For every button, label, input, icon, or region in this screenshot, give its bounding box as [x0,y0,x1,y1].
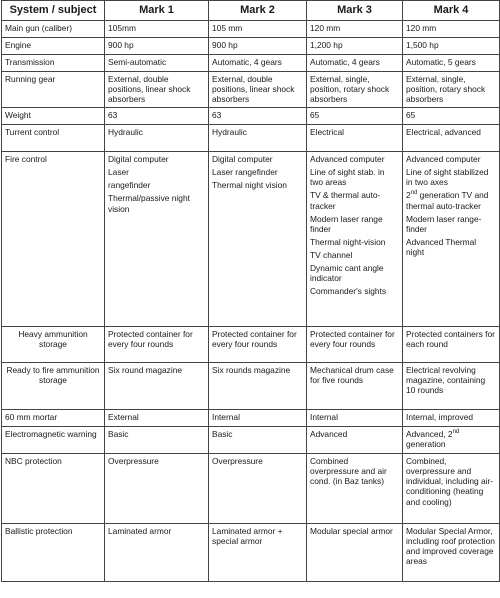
cell-line: Laminated armor + special armor [212,526,283,547]
mark-2-cell [209,327,307,363]
table-body [2,21,500,582]
mark-2-cell [209,55,307,72]
cell-line: Basic [212,429,233,440]
table-row [2,363,500,410]
mark-2-cell [209,524,307,582]
mark-3-cell [307,21,403,38]
cell-line: Electrical revolving magazine, containing 10 rounds [406,365,486,396]
mark-1-cell [105,410,209,427]
header-mark-2: Mark 2 [209,1,307,21]
cell-line: Laser [108,167,129,178]
cell-line: Protected containers for each round [406,329,495,350]
cell-line: Overpressure [212,456,263,467]
row-subject: Heavy ammunition storage [2,327,105,363]
cell-line: Thermal night-vision [310,236,386,247]
cell-line: 105 mm [212,23,243,34]
table-row [2,72,500,108]
cell-line: Protected container for every four rounds [212,329,297,350]
header-mark-3: Mark 3 [307,1,403,21]
cell-line: 63 [212,110,222,121]
cell-line: External, double positions, linear shock absorbers [212,74,295,105]
cell-line: Electrical [310,127,344,138]
cell-line: 120 mm [310,23,341,34]
cell-line: Line of sight stabilized in two axes [406,167,489,188]
mark-4-cell [403,125,500,152]
cell-line: rangefinder [108,180,151,191]
cell-line: Six round magazine [108,365,183,376]
mark-3-cell [307,410,403,427]
cell-line: Automatic, 5 gears [406,57,476,68]
table-row [2,55,500,72]
cell-line: Combined overpressure and air cond. (in Baz tanks) [310,456,387,487]
mark-4-cell [403,524,500,582]
cell-line: Advanced computer [310,154,385,165]
mark-4-cell [403,363,500,410]
cell-line: External, single, position, rotary shock absorbers [406,74,486,105]
mark-1-cell [105,108,209,125]
cell-line: Digital computer [212,154,273,165]
cell-line: Commander's sights [310,286,387,297]
cell-line: TV & thermal auto-tracker [310,190,381,211]
cell-line: 900 hp [212,40,238,51]
mark-4-cell [403,152,500,327]
mark-1-cell [105,427,209,454]
header-subject: System / subject [2,1,105,21]
row-subject: Electromagnetic warning [2,427,105,454]
cell-line: Advanced, 2nd generation [406,429,460,450]
cell-line: 1,200 hp [310,40,343,51]
mark-3-cell [307,524,403,582]
mark-1-cell [105,327,209,363]
mark-3-cell [307,72,403,108]
table-row [2,152,500,327]
cell-line: Thermal/passive night vision [108,193,190,214]
table-row [2,21,500,38]
cell-line: Advanced computer [406,154,481,165]
mark-4-cell [403,55,500,72]
row-subject: 60 mm mortar [2,410,105,427]
mark-3-cell [307,55,403,72]
table-row [2,524,500,582]
mark-4-cell [403,427,500,454]
cell-line: Modern laser range-finder [406,213,482,234]
cell-line: TV channel [310,249,353,260]
cell-line: Protected container for every four rounds [108,329,193,350]
mark-1-cell [105,152,209,327]
cell-line: 900 hp [108,40,134,51]
mark-1-cell [105,55,209,72]
mark-2-cell [209,21,307,38]
mark-3-cell [307,38,403,55]
mark-4-cell [403,21,500,38]
mark-3-cell [307,454,403,524]
mark-2-cell [209,454,307,524]
header-mark-4: Mark 4 [403,1,500,21]
cell-line: External [108,412,139,423]
mark-4-cell [403,38,500,55]
mark-4-cell [403,72,500,108]
mark-2-cell [209,108,307,125]
cell-line: Line of sight stab. in two areas [310,167,385,188]
cell-line: Advanced [310,429,348,440]
row-subject: NBC protection [2,454,105,524]
mark-2-cell [209,152,307,327]
cell-line: Hydraulic [108,127,143,138]
cell-line: 65 [310,110,320,121]
cell-line: Advanced Thermal night [406,236,477,257]
table-row [2,327,500,363]
row-subject: Fire control [2,152,105,327]
cell-line: Internal, improved [406,412,474,423]
mark-3-cell [307,363,403,410]
cell-line: Protected container for every four rounds [310,329,395,350]
cell-line: 63 [108,110,118,121]
table-row [2,454,500,524]
mark-4-cell [403,327,500,363]
mark-3-cell [307,152,403,327]
mark-1-cell [105,125,209,152]
cell-line: Combined, overpressure and individual, including air-conditioning (heating and cooling) [406,456,494,507]
table-row [2,427,500,454]
mark-1-cell [105,524,209,582]
row-subject: Transmission [2,55,105,72]
mark-comparison-table [1,0,500,582]
mark-2-cell [209,72,307,108]
cell-line: Hydraulic [212,127,247,138]
mark-2-cell [209,363,307,410]
row-subject: Running gear [2,72,105,108]
cell-line: Internal [212,412,240,423]
cell-line: Modern laser range finder [310,213,383,234]
cell-line: Thermal night vision [212,180,287,191]
cell-line: 105mm [108,23,136,34]
cell-line: Basic [108,429,129,440]
cell-line: Automatic, 4 gears [212,57,282,68]
cell-line: External, single, position, rotary shock absorbers [310,74,390,105]
mark-4-cell [403,454,500,524]
mark-2-cell [209,125,307,152]
table-row [2,125,500,152]
row-subject: Turrent control [2,125,105,152]
mark-1-cell [105,454,209,524]
mark-4-cell [403,410,500,427]
cell-line: Modular Special Armor, including roof protection and improved coverage areas [406,526,495,567]
mark-1-cell [105,363,209,410]
cell-line: 1,500 hp [406,40,439,51]
cell-line: External, double positions, linear shock absorbers [108,74,191,105]
mark-4-cell [403,108,500,125]
mark-1-cell [105,21,209,38]
mark-3-cell [307,125,403,152]
cell-line: Automatic, 4 gears [310,57,380,68]
header-mark-1: Mark 1 [105,1,209,21]
row-subject: Engine [2,38,105,55]
cell-line: Modular special armor [310,526,393,537]
row-subject: Main gun (caliber) [2,21,105,38]
row-subject: Ballistic protection [2,524,105,582]
cell-line: Laminated armor [108,526,172,537]
cell-line: Laser rangefinder [212,167,278,178]
table-row [2,108,500,125]
mark-2-cell [209,410,307,427]
mark-2-cell [209,427,307,454]
row-subject: Weight [2,108,105,125]
table-row [2,410,500,427]
mark-1-cell [105,72,209,108]
cell-line: Overpressure [108,456,159,467]
cell-line: Six rounds magazine [212,365,291,376]
cell-line: Internal [310,412,338,423]
cell-line: 65 [406,110,416,121]
header-row [2,1,500,21]
cell-line: Semi-automatic [108,57,167,68]
mark-3-cell [307,427,403,454]
row-subject: Ready to fire ammunition storage [2,363,105,410]
cell-line: Electrical, advanced [406,127,481,138]
mark-3-cell [307,327,403,363]
mark-3-cell [307,108,403,125]
cell-line: 2nd generation TV and thermal auto-tracker [406,190,489,211]
cell-line: Dynamic cant angle indicator [310,262,384,283]
cell-line: Digital computer [108,154,169,165]
mark-1-cell [105,38,209,55]
cell-line: Mechanical drum case for five rounds [310,365,394,386]
cell-line: 120 mm [406,23,437,34]
mark-2-cell [209,38,307,55]
table-row [2,38,500,55]
